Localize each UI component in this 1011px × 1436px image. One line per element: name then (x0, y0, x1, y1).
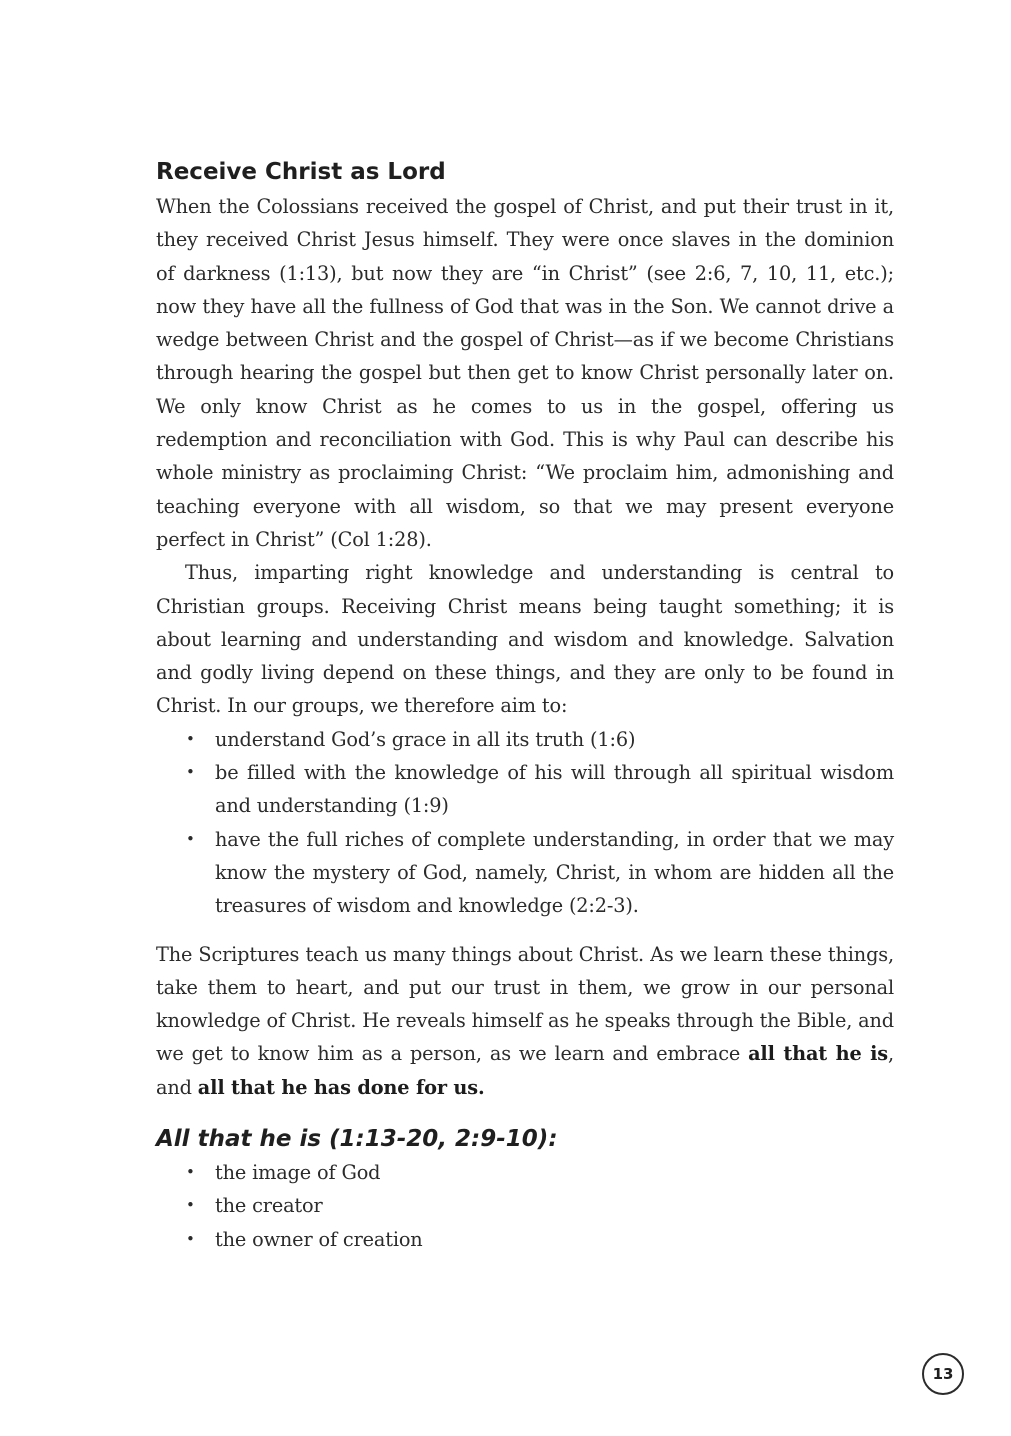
section-heading: Receive Christ as Lord (156, 159, 446, 185)
list-item (156, 1156, 894, 1189)
list-item (156, 756, 894, 823)
list-item (156, 823, 894, 923)
list-item (156, 723, 894, 756)
emphasis-all-that-he-is: all that he is (748, 1042, 889, 1066)
page-number-badge (922, 1353, 964, 1395)
body-paragraph-2: Thus, imparting right knowledge and understanding is central to Christian groups. Receiving Christ means being taught something; it is about learning and understanding and wisdom and knowledge. Salvation and godly living depend on these things, and they are only to be found in Christ. In our groups, we therefore aim to: (156, 561, 894, 718)
bullet-icon: • (186, 763, 195, 782)
page-number: 13 (932, 1365, 954, 1383)
list-item (156, 1223, 894, 1256)
bullet-icon: • (186, 729, 195, 748)
list-item-text: be filled with the knowledge of his will through all spiritual wisdom and understanding (1:9) (215, 761, 894, 818)
subsection-heading: All that he is (1:13-20, 2:9-10): (156, 1126, 558, 1153)
paragraph-3-connector: , and (156, 1042, 894, 1099)
list-item-text: the image of God (215, 1161, 381, 1185)
list-item (156, 1189, 894, 1222)
body-paragraph-1: When the Colossians received the gospel of Christ, and put their trust in it, they received Christ Jesus himself. They were once slaves in the dominion of darkness (1:13), but now they are “in Christ” (see 2:6, 7, 10, 11, etc.); now they have all the fullness of God that was in the Son. We cannot drive a wedge between Christ and the gospel of Christ—as if we become Christians through hearing the gospel but then get to know Christ personally later on. We only know Christ as he comes to us in the gospel, offering us redemption and reconciliation with God. This is why Paul can describe his whole ministry as proclaiming Christ: “We proclaim him, admonishing and teaching everyone with all wisdom, so that we may present everyone perfect in Christ” (Col 1:28). (156, 195, 894, 551)
bullet-icon: • (186, 829, 195, 848)
body-paragraph-3 (156, 938, 894, 1104)
list-item-text: the owner of creation (215, 1227, 423, 1251)
list-item-text: understand God’s grace in all its truth (1:6) (215, 727, 636, 751)
list-item-text: have the full riches of complete understanding, in order that we may know the mystery of God, namely, Christ, in whom are hidden all the treasures of wisdom and knowledge (2:2-3). (215, 827, 894, 918)
page-content (156, 155, 894, 1256)
attributes-list (156, 1156, 894, 1256)
bullet-icon: • (186, 1229, 195, 1248)
paragraph-3-text: The Scriptures teach us many things about Christ. As we learn these things, take them to heart, and put our trust in them, we grow in our personal knowledge of Christ. He reveals himself as he speaks through the Bible, and we get to know him as a person, as we learn and embrace (156, 942, 894, 1066)
bullet-icon: • (186, 1196, 195, 1215)
emphasis-all-that-he-has-done: all that he has done for us. (197, 1075, 485, 1099)
list-item-text: the creator (215, 1194, 323, 1218)
aims-list (156, 723, 894, 923)
bullet-icon: • (186, 1163, 195, 1182)
